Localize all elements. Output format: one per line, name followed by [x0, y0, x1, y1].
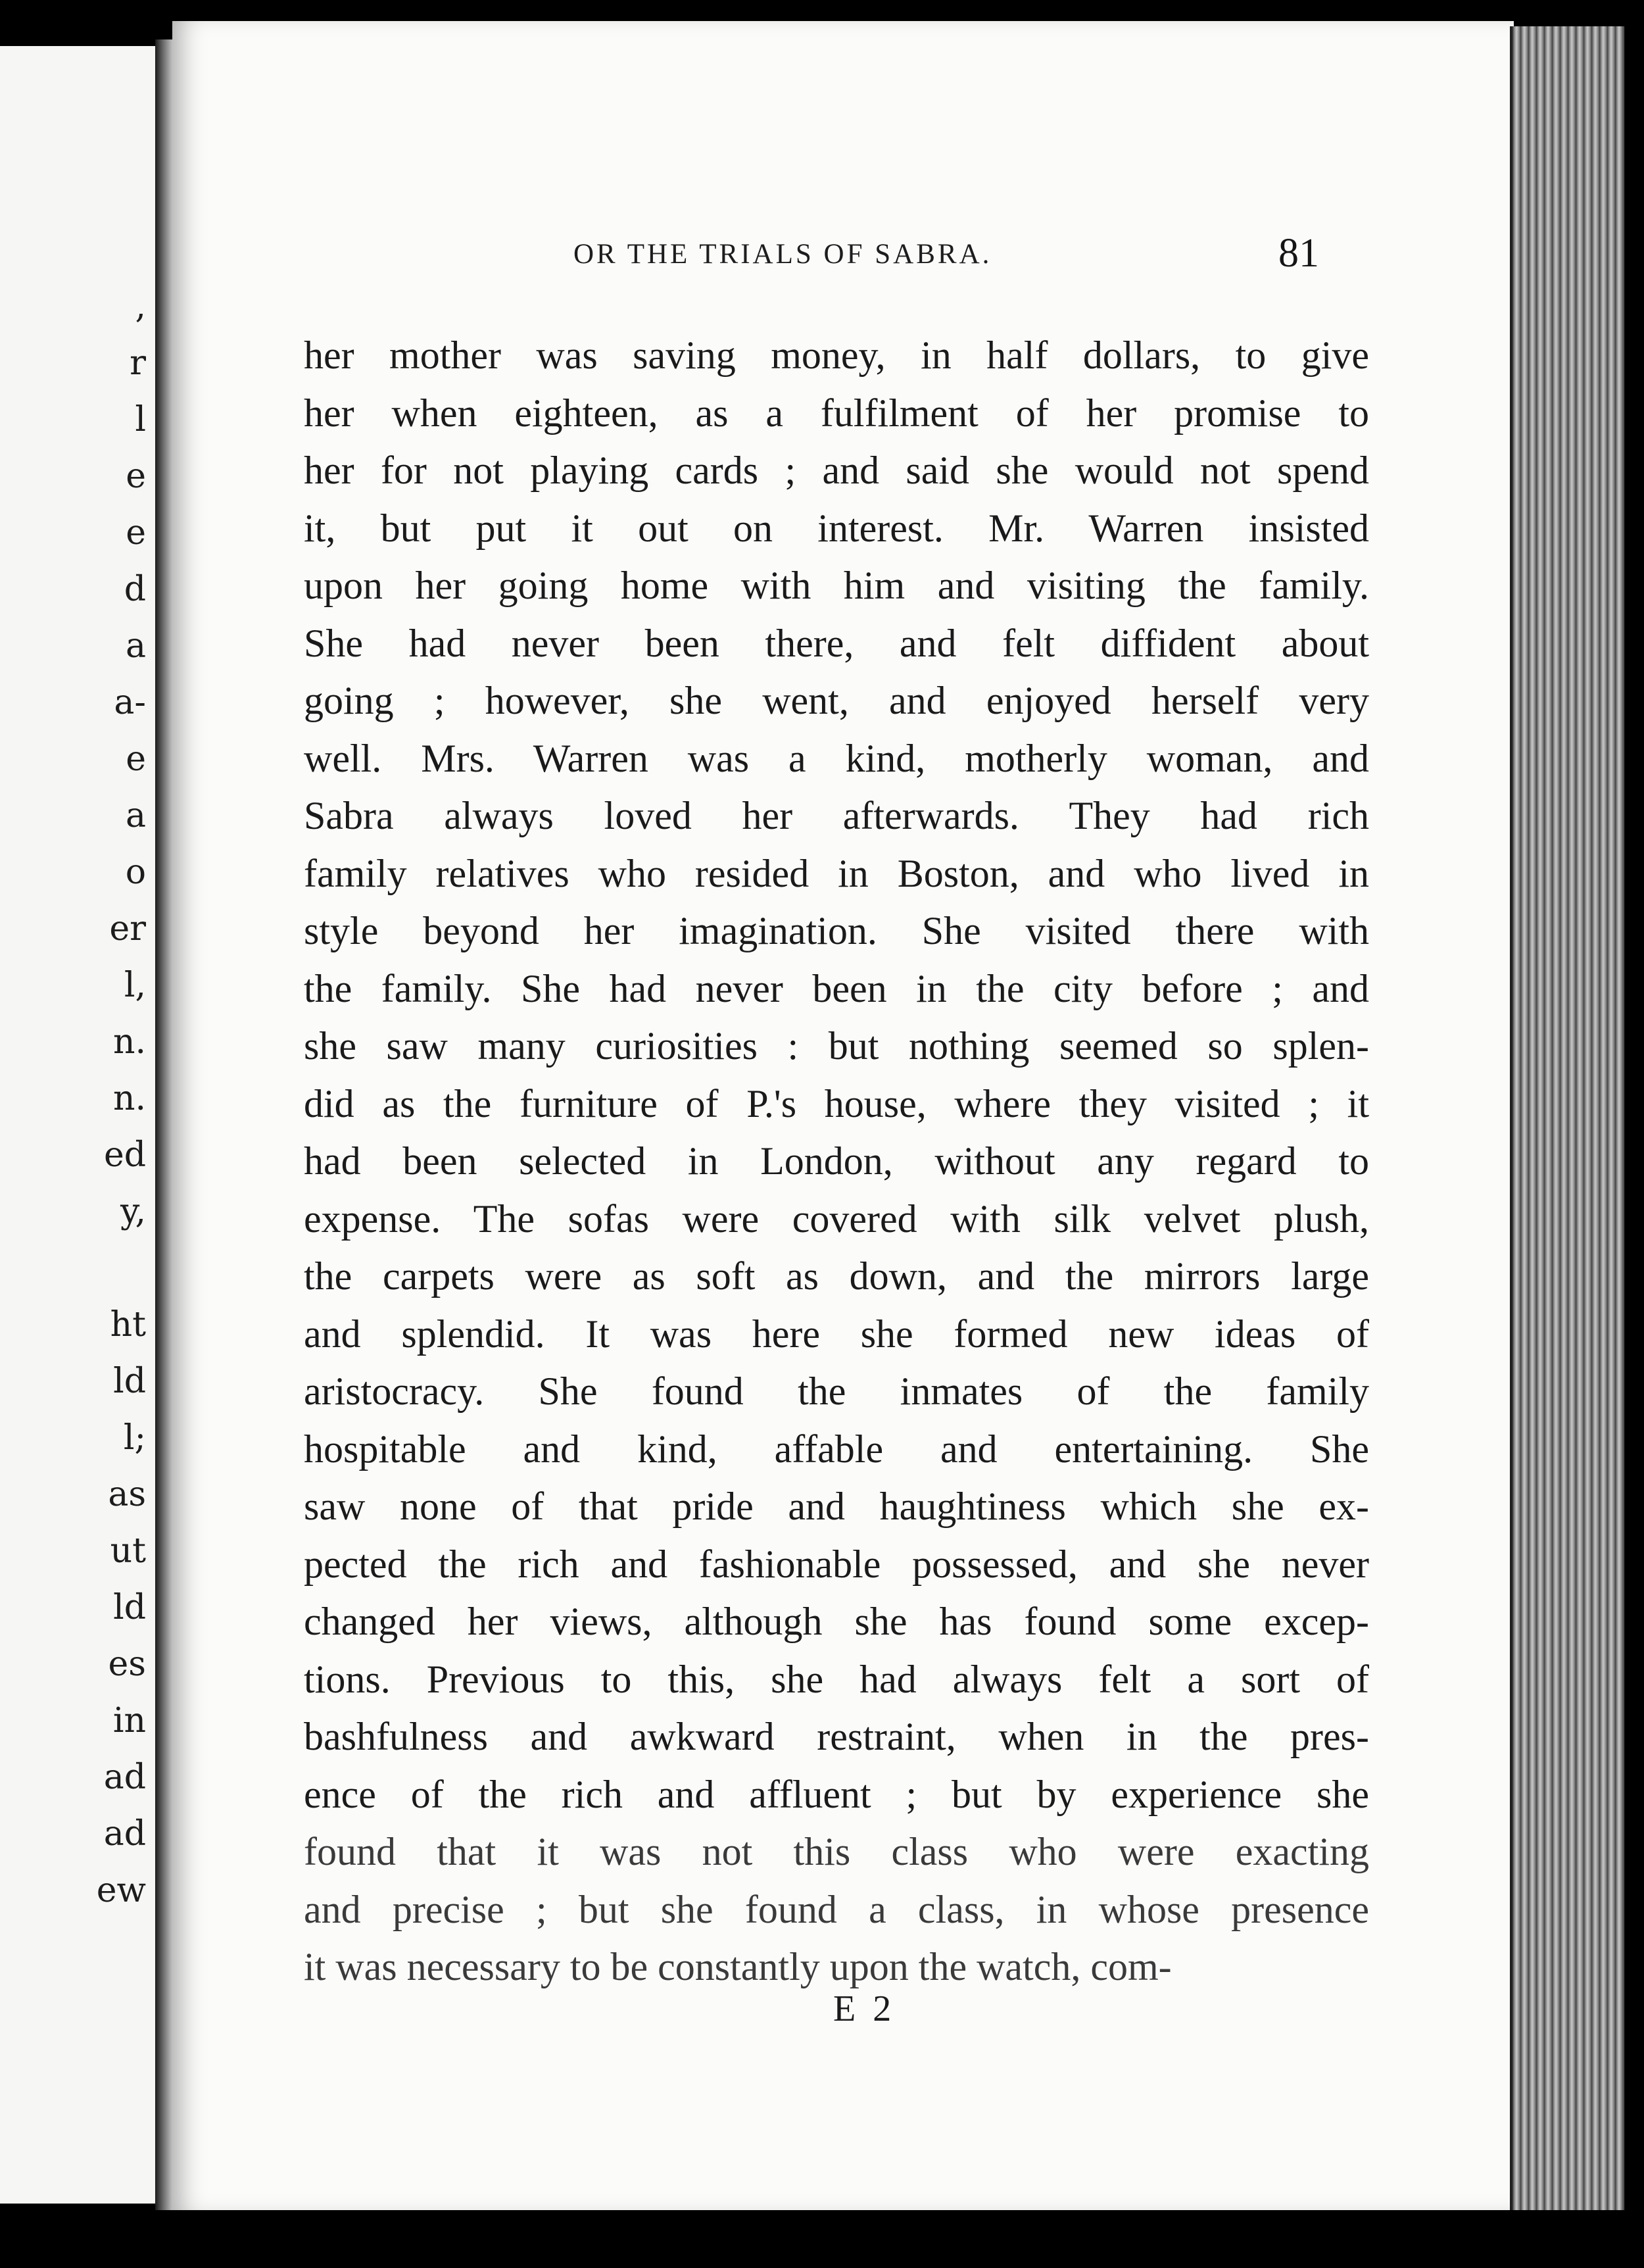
facing-page-fragment: l;: [123, 1418, 146, 1458]
facing-page-fragment: as: [108, 1475, 146, 1514]
facing-page-fragment: n.: [112, 1079, 146, 1118]
text-line: She had never been there, and felt diffident about: [304, 621, 1369, 665]
facing-page-fragment: a: [125, 626, 146, 666]
book-fore-edge: [1510, 26, 1624, 2210]
facing-page-fragment: ut: [110, 1531, 146, 1571]
facing-page-fragment: ed: [103, 1135, 146, 1175]
text-line: family relatives who resided in Boston, and who lived in: [304, 851, 1369, 895]
facing-page-fragment: ld: [113, 1362, 146, 1401]
facing-page-fragment: o: [125, 852, 146, 892]
signature-mark: E 2: [833, 1988, 896, 2029]
text-line: found that it was not this class who were exacting: [304, 1830, 1369, 1873]
text-line: the carpets were as soft as down, and the mirrors large: [304, 1254, 1369, 1298]
text-line: she saw many curiosities : but nothing seemed so splen-: [304, 1024, 1369, 1068]
text-line: tions. Previous to this, she had always felt a sort of: [304, 1657, 1369, 1701]
body-text: [304, 327, 1369, 1996]
text-line: it was necessary to be constantly upon the watch, com-: [304, 1945, 1172, 1988]
text-line: and splendid. It was here she formed new ideas of: [304, 1312, 1369, 1356]
facing-page-fragment: es: [108, 1644, 146, 1684]
facing-page-fragment: ,: [135, 287, 146, 326]
facing-page-fragment: n.: [112, 1022, 146, 1062]
text-line: going ; however, she went, and enjoyed herself very: [304, 679, 1369, 722]
text-line: ence of the rich and affluent ; but by experience she: [304, 1772, 1369, 1816]
facing-page-fragment: ad: [103, 1758, 146, 1797]
running-head: [172, 230, 1514, 283]
book-page: [172, 21, 1514, 2210]
text-line: had been selected in London, without any regard to: [304, 1139, 1369, 1183]
text-line: aristocracy. She found the inmates of the family: [304, 1369, 1369, 1413]
page-number: 81: [1278, 231, 1319, 276]
facing-page-fragment: e: [126, 739, 146, 779]
facing-page-fragment: d: [124, 570, 146, 609]
facing-page-fragment: a-: [114, 683, 146, 722]
facing-page-fragment: ht: [110, 1305, 146, 1344]
facing-page-fragment: ld: [113, 1588, 146, 1627]
text-line: saw none of that pride and haughtiness which she ex-: [304, 1485, 1369, 1528]
text-line: it, but put it out on interest. Mr. Warren insisted: [304, 506, 1369, 550]
text-line: hospitable and kind, affable and entertaining. She: [304, 1427, 1369, 1471]
text-line: did as the furniture of P.'s house, where they visited ; it: [304, 1081, 1369, 1125]
facing-page-fragment: ew: [96, 1871, 146, 1910]
text-line: and precise ; but she found a class, in whose presence: [304, 1887, 1369, 1931]
facing-page-fragment: y,: [120, 1192, 146, 1231]
facing-page-left: [0, 46, 159, 2204]
text-line: pected the rich and fashionable possessed, and she never: [304, 1542, 1369, 1586]
facing-page-fragment: er: [109, 909, 146, 949]
text-line: her mother was saving money, in half dollars, to give: [304, 333, 1369, 377]
facing-page-fragment: r: [130, 343, 146, 383]
text-line: upon her going home with him and visiting the family.: [304, 564, 1369, 607]
facing-page-fragment: a: [125, 796, 146, 835]
text-line: bashfulness and awkward restraint, when in the pres-: [304, 1715, 1369, 1758]
facing-page-fragment: l,: [124, 966, 146, 1005]
text-line: her when eighteen, as a fulfilment of her promise to: [304, 391, 1369, 435]
text-line: the family. She had never been in the city before ; and: [304, 966, 1369, 1010]
text-line: Sabra always loved her afterwards. They had rich: [304, 794, 1369, 837]
text-line: style beyond her imagination. She visited there with: [304, 909, 1369, 952]
facing-page-fragment: e: [126, 456, 146, 496]
facing-page-fragment: e: [126, 513, 146, 553]
running-title: OR THE TRIALS OF SABRA.: [573, 239, 992, 270]
text-line: well. Mrs. Warren was a kind, motherly woman, and: [304, 736, 1369, 780]
facing-page-fragment: in: [112, 1701, 146, 1740]
text-line: changed her views, although she has found some excep-: [304, 1600, 1369, 1643]
text-line: her for not playing cards ; and said she would not spend: [304, 449, 1369, 492]
text-line: expense. The sofas were covered with silk velvet plush,: [304, 1196, 1369, 1241]
facing-page-fragment: l: [135, 400, 146, 439]
facing-page-fragment: ad: [103, 1814, 146, 1854]
